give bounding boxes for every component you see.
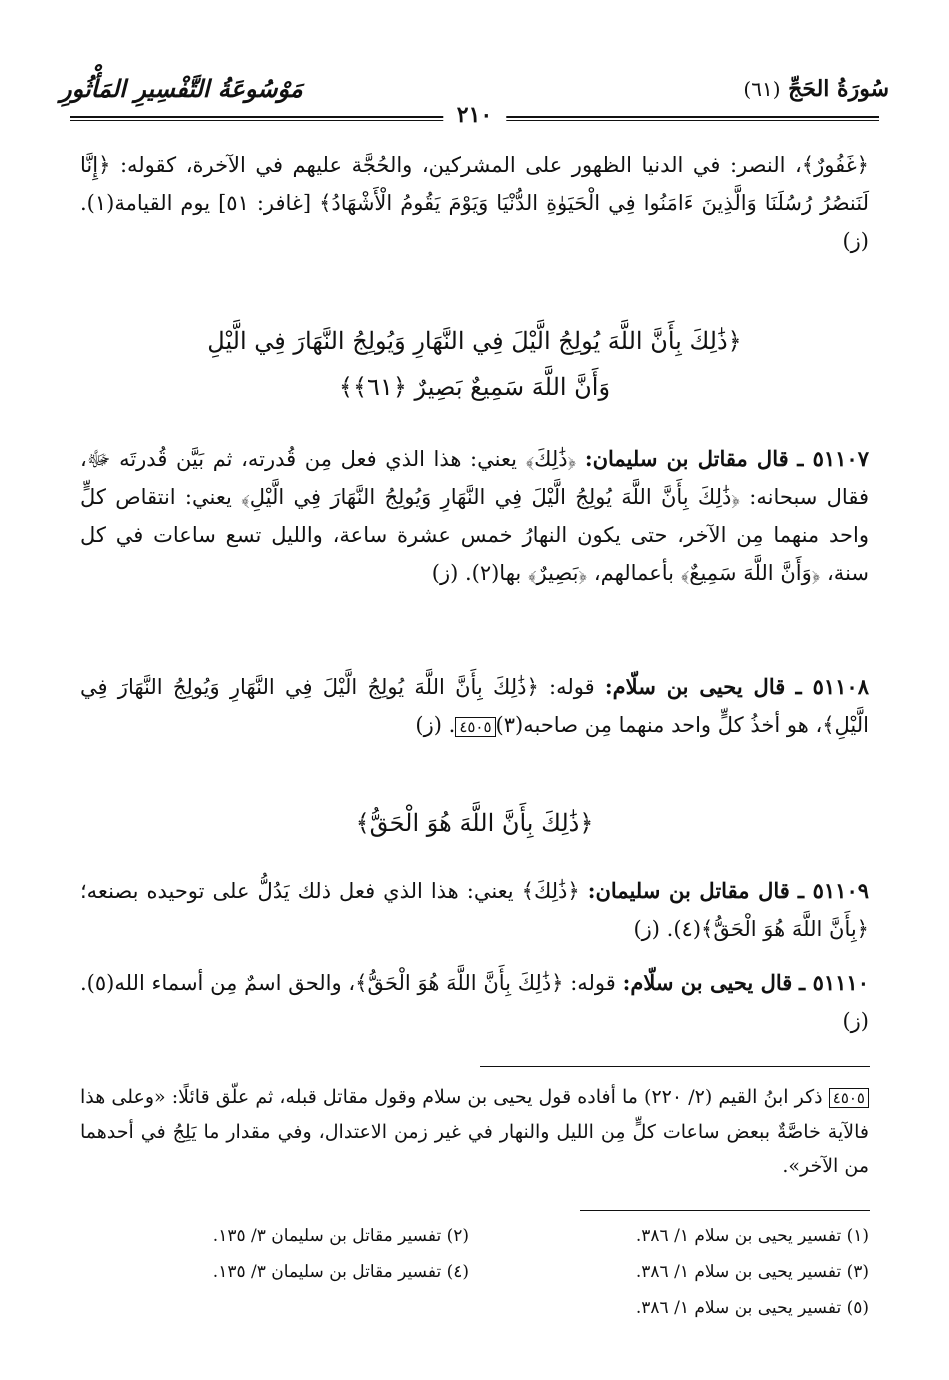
footnote-separator bbox=[580, 1210, 870, 1211]
entry-number: ٥١١٠٧ ـ bbox=[797, 446, 869, 471]
surah-title bbox=[743, 76, 889, 102]
entry-text: قوله: ﴿ذَٰلِكَ بِأَنَّ اللَّهَ هُوَ الْحَقُّ﴾، والحق اسمٌ مِن أسماء الله(٥). (ز) bbox=[80, 971, 869, 1033]
entry-text: ﴿ذَٰلِكَ﴾ يعني: هذا الذي فعل ذلك يَدُلُّ على توحيده بصنعه؛ ﴿بِأَنَّ اللَّهَ هُوَ الْحَقُّ﴾(٤). (ز) bbox=[80, 879, 869, 941]
entry-51110 bbox=[80, 964, 869, 1040]
footnote: (١) تفسير يحيى بن سلام ١/ ٣٨٦. bbox=[635, 1226, 869, 1246]
footnote: (٤) تفسير مقاتل بن سليمان ٣/ ١٣٥. bbox=[212, 1262, 469, 1282]
entry-speaker: قال يحيى بن سلّام: bbox=[622, 970, 793, 995]
entry-text: ﴿ذَٰلِكَ﴾ يعني: هذا الذي فعل مِن قُدرته، ثم بَيَّن قُدرتَه ﷻ، فقال سبحانه: ﴿ذَٰلِكَ بِأَنَّ اللَّهَ يُولِجُ الَّيْلَ فِي النَّهَارِ وَيُولِجُ النَّهَارَ فِي الَّيْلِ﴾ يعني: انتقاص كلٍّ واحد منهما مِن الآخر، حتى يكون النهارُ خمس عشرة ساعة، والليل تسع ساعات في كل سنة، ﴿وَأَنَّ اللَّهَ سَمِيعٌ﴾ بأعمالهم، ﴿بَصِيرٌ﴾ بها(٢). (ز) bbox=[80, 447, 869, 585]
entry-number: ٥١١٠٩ ـ bbox=[797, 878, 870, 903]
verse-line: وَأَنَّ اللَّهَ سَمِيعٌ بَصِيرٌ ﴿٦١﴾﴾ bbox=[338, 373, 611, 401]
entry-speaker: قال يحيى بن سلّام: bbox=[604, 674, 786, 699]
entry-speaker: قال مقاتل بن سليمان: bbox=[587, 878, 790, 903]
entry-speaker: قال مقاتل بن سليمان: bbox=[584, 446, 789, 471]
commentary-text: ذكر ابنُ القيم (٢/ ٢٢٠) ما أفاده قول يحيى بن سلام وقول مقاتل قبله، ثم علّق قائلًا: «وعلى هذا فالآية خاصَّةٌ ببعض ساعات كلٍّ مِن الليل والنهار في غير زمن الاعتدال، وفي مقدار ما يَلِجُ في أحدهما من الآخر». bbox=[80, 1086, 869, 1177]
verse-62-part: ﴿ذَٰلِكَ بِأَنَّ اللَّهَ هُوَ الْحَقُّ﴾ bbox=[355, 809, 594, 837]
page-number: ٢١٠ bbox=[443, 102, 506, 128]
commentary-note bbox=[80, 1080, 869, 1183]
entry-51109 bbox=[80, 872, 869, 948]
verse-line: ﴿ذَٰلِكَ بِأَنَّ اللَّهَ يُولِجُ الَّيْلَ فِي النَّهَارِ وَيُولِجُ النَّهَارَ فِي الَّيْلِ bbox=[207, 327, 742, 355]
commentary-ref-box: ٤٥٠٥ bbox=[455, 717, 495, 737]
entry-text: قوله: ﴿ذَٰلِكَ بِأَنَّ اللَّهَ يُولِجُ الَّيْلَ فِي النَّهَارِ وَيُولِجُ النَّهَارَ فِي الَّيْلِ﴾، هو أخذُ كلٍّ واحد منهما مِن صاحبه(٣) bbox=[80, 675, 869, 737]
commentary-ref-box: ٤٥٠٥ bbox=[829, 1088, 869, 1108]
commentary-separator bbox=[480, 1066, 870, 1067]
surah-name: سُورَةُ الحَجِّ bbox=[788, 76, 889, 102]
footnote: (٣) تفسير يحيى بن سلام ١/ ٣٨٦. bbox=[635, 1262, 869, 1282]
entry-51107 bbox=[80, 440, 869, 592]
verse-61 bbox=[60, 318, 889, 410]
footnote: (٢) تفسير مقاتل بن سليمان ٣/ ١٣٥. bbox=[212, 1226, 469, 1246]
intro-paragraph: ﴿غَفُورٌ﴾، النصر: في الدنيا الظهور على المشركين، والحُجَّة عليهم في الآخرة، كقوله: ﴿إِنَّا لَنَنصُرُ رُسُلَنَا وَالَّذِينَ ءَامَنُوا فِي الْحَيَوٰةِ الدُّنْيَا وَيَوْمَ يَقُومُ الْأَشْهَادُ﴾ [غافر: ٥١] يوم القيامة(١). (ز) bbox=[80, 153, 870, 253]
verse-number: (٦١) bbox=[743, 77, 781, 101]
entry-number: ٥١١١٠ ـ bbox=[799, 970, 869, 995]
entry-number: ٥١١٠٨ ـ bbox=[795, 674, 869, 699]
book-title: مَوْسُوعَةُ التَّفْسِيرِ المَأْثُورِ bbox=[60, 74, 303, 103]
entry-tail: . (ز) bbox=[415, 713, 456, 737]
footnote: (٥) تفسير يحيى بن سلام ١/ ٣٨٦. bbox=[635, 1298, 869, 1318]
entry-51108 bbox=[80, 668, 869, 746]
